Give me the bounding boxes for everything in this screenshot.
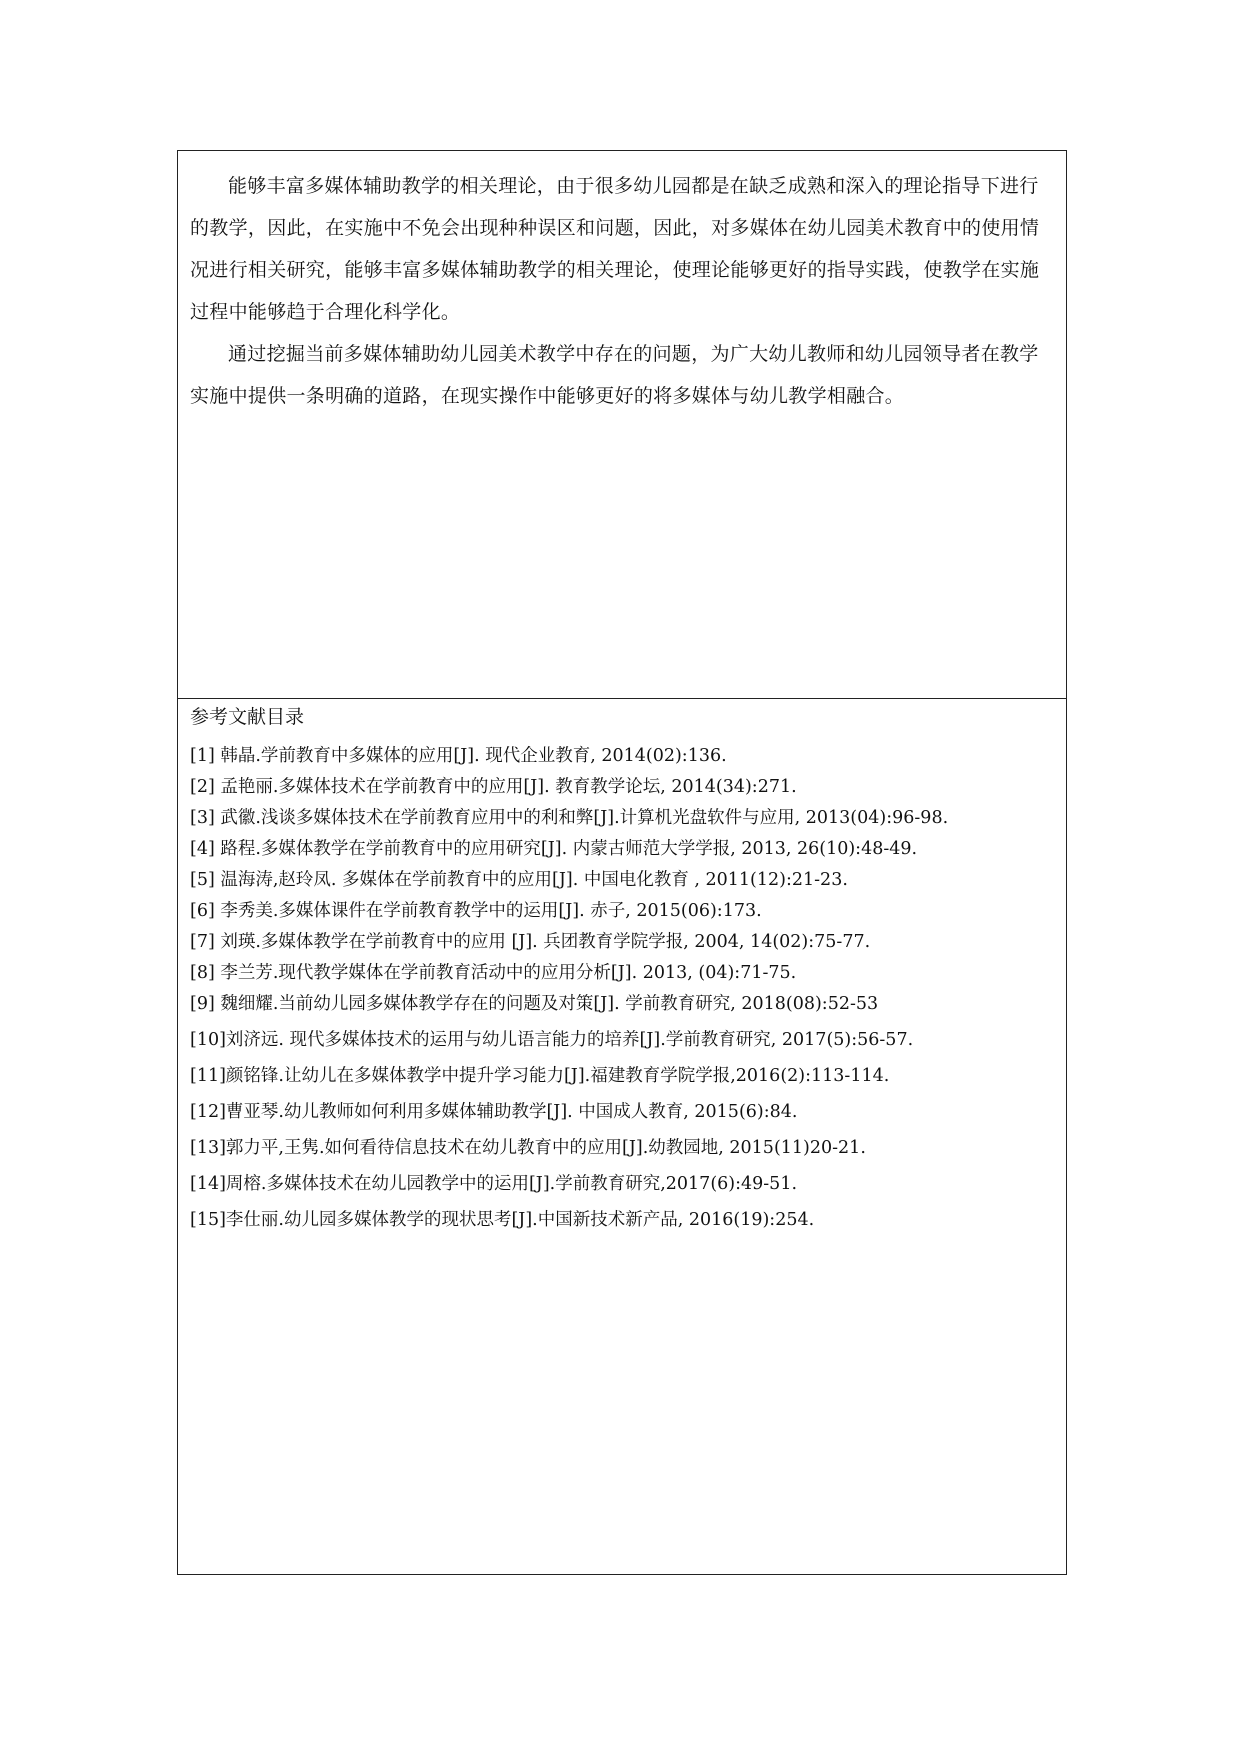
reference-item: [15]李仕丽.幼儿园多媒体教学的现状思考[J].中国新技术新产品, 2016(19):254. — [190, 1210, 815, 1230]
reference-item: [4] 路程.多媒体教学在学前教育中的应用研究[J]. 内蒙古师范大学学报, 2013, 26(10):48-49. — [190, 839, 918, 859]
reference-item: [12]曹亚琴.幼儿教师如何利用多媒体辅助教学[J]. 中国成人教育, 2015(6):84. — [190, 1102, 798, 1122]
references-title: 参考文献目录 — [190, 706, 305, 728]
reference-item: [7] 刘瑛.多媒体教学在学前教育中的应用 [J]. 兵团教育学院学报, 2004, 14(02):75-77. — [190, 932, 871, 952]
reference-item: [9] 魏细耀.当前幼儿园多媒体教学存在的问题及对策[J]. 学前教育研究, 2018(08):52-53 — [190, 994, 879, 1014]
content-table — [177, 150, 1067, 1575]
reference-item: [5] 温海涛,赵玲凤. 多媒体在学前教育中的应用[J]. 中国电化教育 , 2011(12):21-23. — [190, 870, 848, 890]
body-paragraph: 能够丰富多媒体辅助教学的相关理论，由于很多幼儿园都是在缺乏成熟和深入的理论指导下进行的教学，因此，在实施中不免会出现种种误区和问题，因此，对多媒体在幼儿园美术教育中的使用情况进行相关研究，能够丰富多媒体辅助教学的相关理论，使理论能够更好的指导实践，使教学在实施过程中能够趋于合理化科学化。 — [190, 175, 1040, 323]
reference-item: [13]郭力平,王隽.如何看待信息技术在幼儿教育中的应用[J].幼教园地, 2015(11)20-21. — [190, 1138, 866, 1158]
references-cell — [178, 699, 1066, 1574]
reference-list — [190, 741, 1066, 1236]
reference-item: [10]刘济远. 现代多媒体技术的运用与幼儿语言能力的培养[J].学前教育研究, 2017(5):56-57. — [190, 1030, 914, 1050]
reference-item: [6] 李秀美.多媒体课件在学前教育教学中的运用[J]. 赤子, 2015(06):173. — [190, 901, 762, 921]
reference-item: [1] 韩晶.学前教育中多媒体的应用[J]. 现代企业教育, 2014(02):136. — [190, 746, 727, 766]
reference-item: [11]颜铭锋.让幼儿在多媒体教学中提升学习能力[J].福建教育学院学报,2016(2):113-114. — [190, 1066, 890, 1086]
reference-item: [8] 李兰芳.现代教学媒体在学前教育活动中的应用分析[J]. 2013, (04):71-75. — [190, 963, 797, 983]
reference-item: [2] 孟艳丽.多媒体技术在学前教育中的应用[J]. 教育教学论坛, 2014(34):271. — [190, 777, 797, 797]
body-text-cell — [178, 151, 1066, 699]
body-paragraph: 通过挖掘当前多媒体辅助幼儿园美术教学中存在的问题，为广大幼儿教师和幼儿园领导者在教学实施中提供一条明确的道路，在现实操作中能够更好的将多媒体与幼儿教学相融合。 — [190, 343, 1039, 407]
reference-item: [14]周榕.多媒体技术在幼儿园教学中的运用[J].学前教育研究,2017(6):49-51. — [190, 1174, 798, 1194]
reference-item: [3] 武徽.浅谈多媒体技术在学前教育应用中的利和弊[J].计算机光盘软件与应用, 2013(04):96-98. — [190, 808, 949, 828]
